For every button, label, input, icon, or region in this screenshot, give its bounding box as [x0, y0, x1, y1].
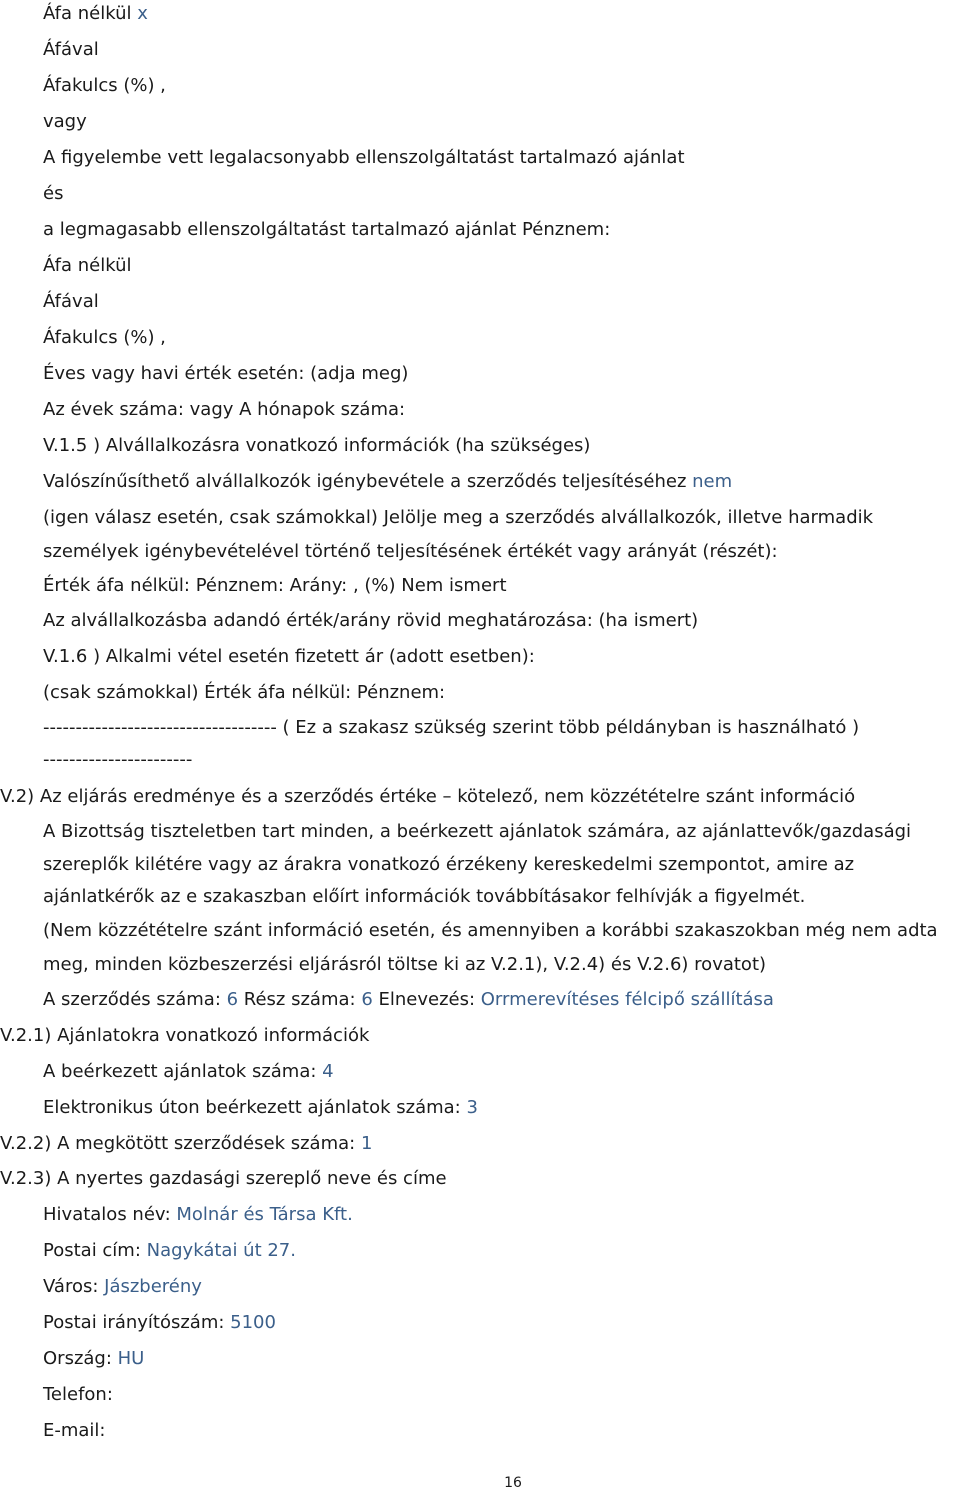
line-csak-szamokkal: (csak számokkal) Érték áfa nélkül: Pénznem: [43, 682, 446, 703]
line-szereplok: szereplők kilétére vagy az árakra vonatkozó érzékeny kereskedelmi szempontot, amire az [43, 854, 855, 875]
line-iranyitoszam: Postai irányítószám: 5100 [43, 1312, 276, 1333]
line-legmagasabb: a legmagasabb ellenszolgáltatást tartalmazó ajánlat Pénznem: [43, 219, 611, 240]
heading-v-2: V.2) Az eljárás eredménye és a szerződés értéke – kötelező, nem közzétételre szánt információ [0, 786, 856, 807]
contract-number: 6 [226, 989, 239, 1010]
heading-v-2-2: V.2.2) A megkötött szerződések száma: 1 [0, 1133, 373, 1154]
part-number: 6 [361, 989, 373, 1010]
line-varos: Város: Jászberény [43, 1276, 202, 1297]
line-postai-cim: Postai cím: Nagykátai út 27. [43, 1240, 296, 1261]
value: HU [117, 1348, 145, 1369]
heading-v-1-5: V.1.5 ) Alvállalkozásra vonatkozó információk (ha szükséges) [43, 435, 591, 456]
heading-v-2-3: V.2.3) A nyertes gazdasági szereplő neve és címe [0, 1168, 447, 1189]
line-minden-kozbeszerzesi: meg, minden közbeszerzési eljárásról töltse ki az V.2.1), V.2.4) és V.2.6) rovatot) [43, 954, 767, 975]
value: 1 [360, 1133, 373, 1154]
page-number: 16 [504, 1475, 522, 1491]
line-evek-honapok: Az évek száma: vagy A hónapok száma: [43, 399, 406, 420]
line-szerzodes-szama: A szerződés száma: 6 Rész száma: 6 Elnevezés: Orrmerevítéses félcipő szállítása [43, 989, 774, 1010]
line-email: E-mail: [43, 1420, 106, 1441]
line-afaval: Áfával [43, 39, 99, 60]
value: 5100 [230, 1312, 276, 1333]
value: nem [692, 471, 733, 492]
line-alvallalkozok: Valószínűsíthető alvállalkozók igénybevétele a szerződés teljesítéséhez nem [43, 471, 733, 492]
value: Nagykátai út 27. [146, 1240, 296, 1261]
line-afaval-2: Áfával [43, 291, 99, 312]
line-legalacsonyabb: A figyelembe vett legalacsonyabb ellenszolgáltatást tartalmazó ajánlat [43, 147, 685, 168]
line-szemelyek: személyek igénybevételével történő teljesítésének értékét vagy arányát (részét): [43, 541, 778, 562]
line-beerkezett: A beérkezett ajánlatok száma: 4 [43, 1061, 334, 1082]
line-elektronikus: Elektronikus úton beérkezett ajánlatok száma: 3 [43, 1097, 478, 1118]
line-eves-havi: Éves vagy havi érték esetén: (adja meg) [43, 363, 409, 384]
line-alvallalkozasba: Az alvállalkozásba adandó érték/arány rövid meghatározása: (ha ismert) [43, 610, 699, 631]
value: Jászberény [104, 1276, 202, 1297]
line-nem-kozzetetelre: (Nem közzétételre szánt információ esetén, és amennyiben a korábbi szakaszokban még nem adta [43, 920, 938, 941]
line-ertek-arany: Érték áfa nélkül: Pénznem: Arány: , (%) Nem ismert [43, 575, 507, 596]
line-vagy: vagy [43, 111, 87, 132]
line-telefon: Telefon: [43, 1384, 113, 1405]
line-bizottsag: A Bizottság tiszteletben tart minden, a beérkezett ajánlatok számára, az ajánlattevők/gazdasági [43, 821, 912, 842]
line-orszag: Ország: HU [43, 1348, 145, 1369]
value: x [137, 3, 148, 24]
line-igen-valasz: (igen válasz esetén, csak számokkal) Jelölje meg a szerződés alvállalkozók, illetve harmadik [43, 507, 874, 528]
value: 3 [466, 1097, 478, 1118]
line-hivatalos-nev: Hivatalos név: Molnár és Társa Kft. [43, 1204, 353, 1225]
contract-title: Orrmerevítéses félcipő szállítása [480, 989, 774, 1010]
line-dashes-note: ------------------------------------ ( Ez a szakasz szükség szerint több példányban is használható ) [43, 717, 860, 738]
line-afa-nelkul: Áfa nélkül x [43, 3, 148, 24]
line-afa-nelkul-2: Áfa nélkül [43, 255, 132, 276]
heading-v-1-6: V.1.6 ) Alkalmi vétel esetén fizetett ár (adott esetben): [43, 646, 535, 667]
line-ajanlatkerok: ajánlatkérők az e szakaszban előírt információk továbbításakor felhívják a figyelmét. [43, 886, 806, 907]
value: Molnár és Társa Kft. [176, 1204, 353, 1225]
line-afakulcs-2: Áfakulcs (%) , [43, 327, 166, 348]
value: 4 [322, 1061, 334, 1082]
line-es: és [43, 183, 64, 204]
heading-v-2-1: V.2.1) Ajánlatokra vonatkozó információk [0, 1025, 370, 1046]
line-dashes: ----------------------- [43, 749, 193, 770]
line-afakulcs: Áfakulcs (%) , [43, 75, 166, 96]
